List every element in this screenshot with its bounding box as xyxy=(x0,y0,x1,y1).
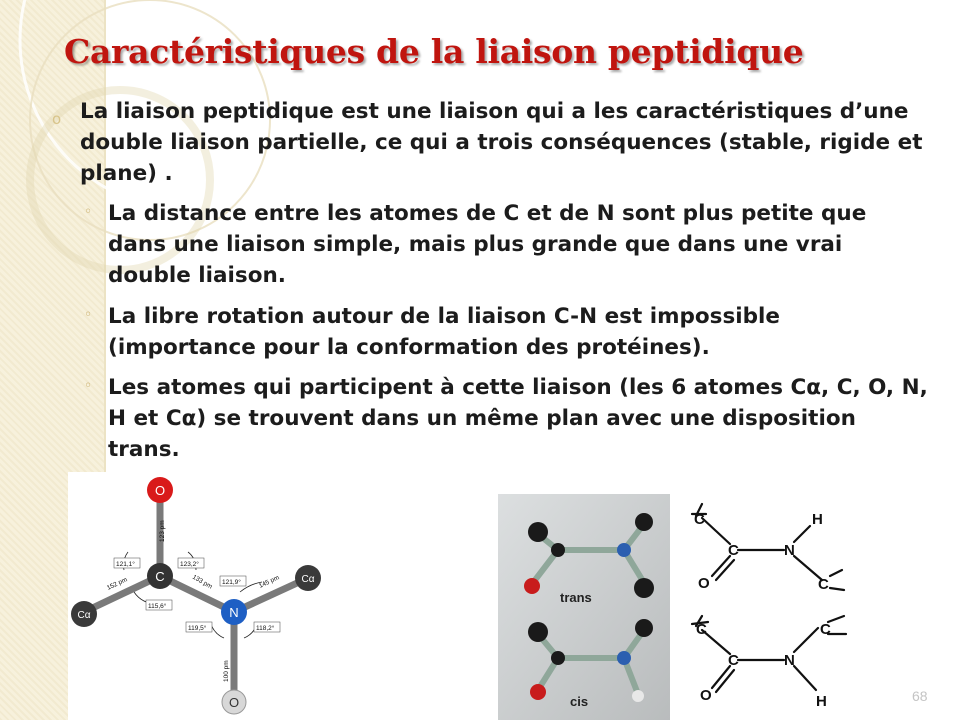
atom-n: N xyxy=(229,605,239,620)
angle-o-c-ca: 121,1° xyxy=(116,561,135,568)
trans-label: trans xyxy=(560,590,592,605)
sub-bullet-marker: ◦ xyxy=(84,204,93,220)
sub-bullet-marker: ◦ xyxy=(84,307,93,323)
main-bullet-text: La liaison peptidique est une liaison qui a les caractéristiques d’une double liaison partielle, ce qui a trois conséquences (stable, rigide et plane) . xyxy=(80,99,923,186)
top-h: H xyxy=(812,511,823,528)
angle-ca-c-n: 115,6° xyxy=(148,603,167,610)
bottom-n: N xyxy=(784,652,795,669)
sub-bullet-marker: ◦ xyxy=(84,378,93,394)
sub-bullet-1: La distance entre les atomes de C et de N sont plus petite que dans une liaison simple, mais plus grande que dans une vrai double liaison. xyxy=(108,201,867,288)
sub-bullet-2: La libre rotation autour de la liaison C-N est impossible (importance pour la conformation des protéines). xyxy=(108,304,780,360)
atom-ca-left: Cα xyxy=(77,610,91,621)
angle-ca-n-h: 118,2° xyxy=(256,625,275,632)
bond-n-h: 100 pm xyxy=(223,660,230,682)
top-o: O xyxy=(698,575,710,592)
top-c: C xyxy=(728,542,739,559)
slide-title: Caractéristiques de la liaison peptidique xyxy=(64,32,804,71)
top-c-alpha-1: C xyxy=(694,511,705,528)
bond-n-ca: 145 pm xyxy=(257,574,281,590)
bond-c-n: 133 pm xyxy=(191,573,214,591)
angle-c-n-ca: 121,9° xyxy=(222,579,241,586)
angle-o-c-n: 123,2° xyxy=(180,561,199,568)
cis-trans-structural-formula xyxy=(672,494,872,720)
top-n: N xyxy=(784,542,795,559)
atom-o-bottom: O xyxy=(228,695,240,710)
bottom-c-alpha-1: C xyxy=(696,621,707,638)
bottom-c-alpha-2: C xyxy=(820,621,831,638)
atom-o-top: O xyxy=(154,483,166,498)
bottom-h: H xyxy=(816,693,827,710)
cis-label: cis xyxy=(570,694,589,709)
angle-c-n-h: 119,5° xyxy=(188,625,207,632)
atom-ca-right: Cα xyxy=(301,574,315,585)
bond-c-ca: 152 pm xyxy=(105,576,129,592)
bullet-marker: o xyxy=(52,110,62,128)
peptide-geometry-figure xyxy=(68,472,334,720)
page-number: 68 xyxy=(912,688,928,704)
bond-c-o: 123 pm xyxy=(159,520,166,542)
atom-c-center: C xyxy=(155,569,165,584)
top-c-alpha-2: C xyxy=(818,576,829,593)
sub-bullet-3: Les atomes qui participent à cette liaison (les 6 atomes Cα, C, O, N, H et Cα) se trouvent dans un même plan avec une disposition trans. xyxy=(108,375,928,462)
cis-trans-model-photo xyxy=(498,494,670,720)
bottom-c: C xyxy=(728,652,739,669)
bottom-o: O xyxy=(700,687,712,704)
